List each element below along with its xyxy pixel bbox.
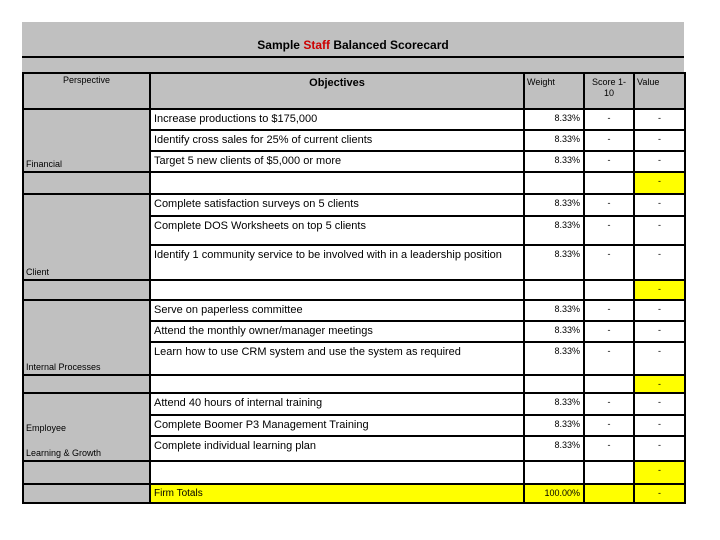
subtotal-row-internal-processes xyxy=(23,375,685,393)
weight-cell: 8.33% xyxy=(524,151,584,172)
subtotal-value-cell: - xyxy=(634,461,685,484)
subtotal-row-financial xyxy=(23,172,685,194)
subtotal-value-cell: - xyxy=(634,375,685,393)
perspective-cell-client xyxy=(23,194,150,280)
weight-cell-blank xyxy=(524,172,584,194)
objective-cell: Complete DOS Worksheets on top 5 clients xyxy=(150,216,524,245)
objective-cell: Attend the monthly owner/manager meetings xyxy=(150,321,524,342)
objective-cell: Learn how to use CRM system and use the system as required xyxy=(150,342,524,375)
objective-cell: Identify 1 community service to be involved with in a leadership position xyxy=(150,245,524,280)
weight-cell: 8.33% xyxy=(524,415,584,436)
subtotal-row-employee xyxy=(23,461,685,484)
perspective-cell-blank xyxy=(23,484,150,503)
score-cell: - xyxy=(584,393,634,415)
weight-cell: 8.33% xyxy=(524,436,584,461)
weight-cell: 8.33% xyxy=(524,393,584,415)
firm-totals-row xyxy=(23,484,685,503)
score-cell-blank xyxy=(584,461,634,484)
weight-cell: 8.33% xyxy=(524,245,584,280)
perspective-label: Financial xyxy=(26,159,63,169)
objective-cell: Identify cross sales for 25% of current clients xyxy=(150,130,524,151)
score-cell: - xyxy=(584,342,634,375)
col-header-objectives: Objectives xyxy=(150,73,524,109)
weight-cell: 8.33% xyxy=(524,194,584,216)
objective-cell-blank xyxy=(150,375,524,393)
weight-cell: 8.33% xyxy=(524,300,584,321)
value-cell: - xyxy=(634,130,685,151)
weight-cell-blank xyxy=(524,375,584,393)
value-cell: - xyxy=(634,109,685,130)
title-prefix: Sample xyxy=(257,38,304,52)
value-cell: - xyxy=(634,194,685,216)
value-cell: - xyxy=(634,216,685,245)
table-row xyxy=(23,109,685,130)
title-highlight: Staff xyxy=(303,38,330,52)
weight-cell: 8.33% xyxy=(524,342,584,375)
title-underline xyxy=(22,56,684,58)
table-row xyxy=(23,300,685,321)
score-cell: - xyxy=(584,436,634,461)
title-band xyxy=(22,22,684,72)
objective-cell-blank xyxy=(150,280,524,300)
objective-cell: Serve on paperless committee xyxy=(150,300,524,321)
table-row xyxy=(23,194,685,216)
col-header-score xyxy=(584,73,634,109)
score-cell: - xyxy=(584,216,634,245)
score-header-line2: 10 xyxy=(603,88,614,98)
perspective-cell-blank xyxy=(23,280,150,300)
col-header-value: Value xyxy=(634,73,685,109)
firm-totals-value: - xyxy=(634,484,685,503)
subtotal-value-cell: - xyxy=(634,280,685,300)
perspective-label-employee: Employee xyxy=(26,423,67,433)
weight-cell: 8.33% xyxy=(524,321,584,342)
perspective-labels xyxy=(26,423,148,458)
value-cell: - xyxy=(634,436,685,461)
subtotal-row-client xyxy=(23,280,685,300)
col-header-perspective: Perspective xyxy=(23,73,150,109)
perspective-cell-blank xyxy=(23,375,150,393)
objective-cell: Complete individual learning plan xyxy=(150,436,524,461)
value-cell: - xyxy=(634,321,685,342)
weight-cell: 8.33% xyxy=(524,216,584,245)
table-header-row xyxy=(23,73,685,109)
score-cell-blank xyxy=(584,280,634,300)
score-cell: - xyxy=(584,321,634,342)
objective-cell: Target 5 new clients of $5,000 or more xyxy=(150,151,524,172)
perspective-cell-financial xyxy=(23,109,150,172)
score-cell-blank xyxy=(584,375,634,393)
objective-cell-blank xyxy=(150,172,524,194)
value-cell: - xyxy=(634,415,685,436)
objective-cell: Complete satisfaction surveys on 5 clients xyxy=(150,194,524,216)
objective-cell-blank xyxy=(150,461,524,484)
subtotal-value-cell: - xyxy=(634,172,685,194)
perspective-cell-employee xyxy=(23,393,150,461)
score-cell: - xyxy=(584,245,634,280)
perspective-cell-blank xyxy=(23,172,150,194)
perspective-label: Client xyxy=(26,267,50,277)
weight-cell-blank xyxy=(524,461,584,484)
value-cell: - xyxy=(634,300,685,321)
page-title xyxy=(22,38,684,52)
score-cell: - xyxy=(584,151,634,172)
perspective-label-learning-growth: Learning & Growth xyxy=(26,448,102,458)
objective-cell: Increase productions to $175,000 xyxy=(150,109,524,130)
value-cell: - xyxy=(634,151,685,172)
value-cell: - xyxy=(634,342,685,375)
score-cell: - xyxy=(584,415,634,436)
scorecard-table xyxy=(22,72,686,504)
weight-cell: 8.33% xyxy=(524,109,584,130)
score-cell-blank xyxy=(584,172,634,194)
title-suffix: Balanced Scorecard xyxy=(329,38,449,52)
firm-totals-score xyxy=(584,484,634,503)
score-cell: - xyxy=(584,300,634,321)
weight-cell-blank xyxy=(524,280,584,300)
firm-totals-label: Firm Totals xyxy=(150,484,524,503)
score-cell: - xyxy=(584,194,634,216)
firm-totals-weight: 100.00% xyxy=(524,484,584,503)
table-row xyxy=(23,393,685,415)
value-cell: - xyxy=(634,245,685,280)
perspective-cell-blank xyxy=(23,461,150,484)
score-header-line1: Score 1- xyxy=(591,77,626,87)
weight-cell: 8.33% xyxy=(524,130,584,151)
score-cell: - xyxy=(584,109,634,130)
col-header-weight: Weight xyxy=(524,73,584,109)
objective-cell: Attend 40 hours of internal training xyxy=(150,393,524,415)
spacer xyxy=(26,433,148,448)
perspective-cell-internal-processes xyxy=(23,300,150,375)
perspective-label: Internal Processes xyxy=(26,362,101,372)
score-cell: - xyxy=(584,130,634,151)
value-cell: - xyxy=(634,393,685,415)
objective-cell: Complete Boomer P3 Management Training xyxy=(150,415,524,436)
